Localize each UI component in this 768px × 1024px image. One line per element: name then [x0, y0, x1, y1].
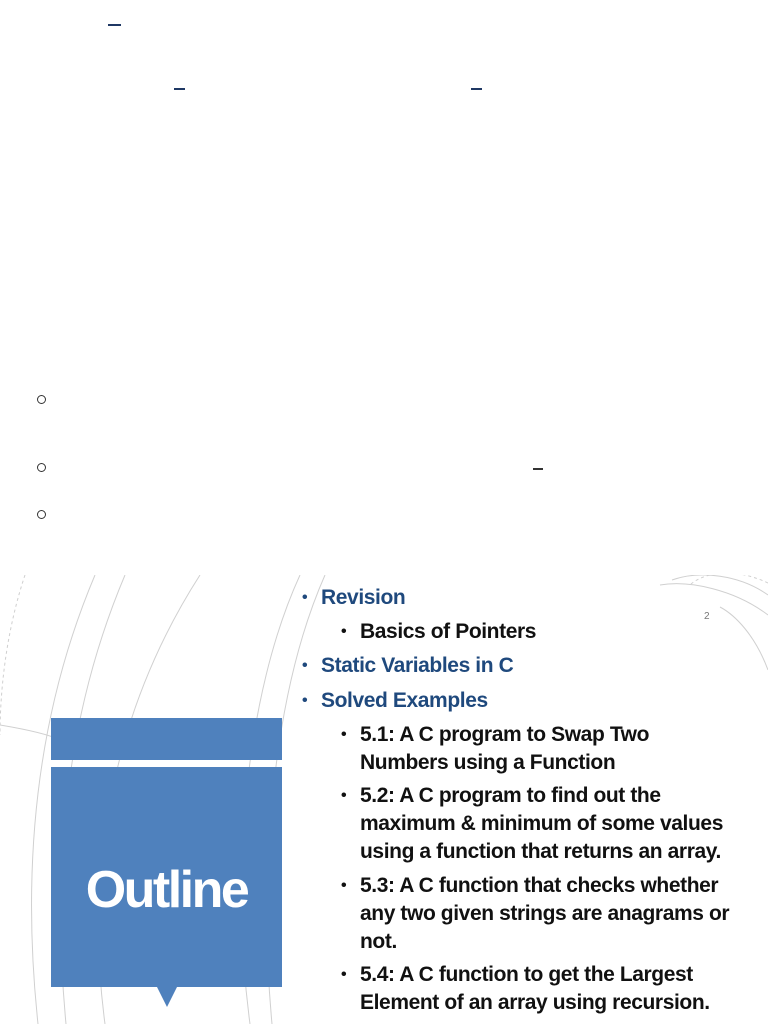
bullet-icon: • — [302, 657, 308, 674]
list-item — [341, 782, 760, 866]
list-item-text: 5.3: A C function that checks whether any two given strings are anagrams or not. — [360, 874, 730, 953]
slide-title: Outline — [85, 861, 248, 919]
list-item — [341, 961, 745, 1017]
list-item-text: 5.1: A C program to Swap Two Numbers using a Function — [360, 723, 650, 774]
bullet-icon: • — [302, 692, 308, 709]
list-item-text: 5.4: A C function to get the Largest Element of an array using recursion. — [360, 963, 710, 1014]
dash-mark — [174, 88, 185, 90]
list-item — [302, 652, 741, 680]
list-item-text: 5.2: A C program to find out the maximum & minimum of some values using a function that returns an array. — [360, 784, 723, 863]
ring-bullet-icon — [37, 395, 46, 404]
bullet-icon: • — [341, 966, 347, 983]
page-number: 2 — [704, 611, 710, 622]
bullet-icon: • — [341, 877, 347, 894]
title-accent-bar — [51, 718, 282, 760]
list-item-text: Solved Examples — [321, 689, 488, 712]
bullet-icon: • — [341, 623, 347, 640]
bullet-icon: • — [341, 726, 347, 743]
ring-bullet-icon — [37, 463, 46, 472]
list-item — [302, 584, 741, 612]
list-item-text: Static Variables in C — [321, 654, 514, 677]
list-item — [341, 618, 750, 646]
title-box-pointer — [157, 987, 177, 1007]
bullet-icon: • — [341, 787, 347, 804]
list-item-text: Basics of Pointers — [360, 620, 537, 643]
list-item — [302, 687, 741, 715]
dash-mark — [533, 468, 543, 470]
list-item — [341, 721, 675, 777]
list-item-text: Revision — [321, 586, 406, 609]
dash-mark — [108, 24, 121, 26]
list-item — [341, 872, 755, 956]
dash-mark — [471, 88, 482, 90]
bullet-icon: • — [302, 589, 308, 606]
ring-bullet-icon — [37, 510, 46, 519]
